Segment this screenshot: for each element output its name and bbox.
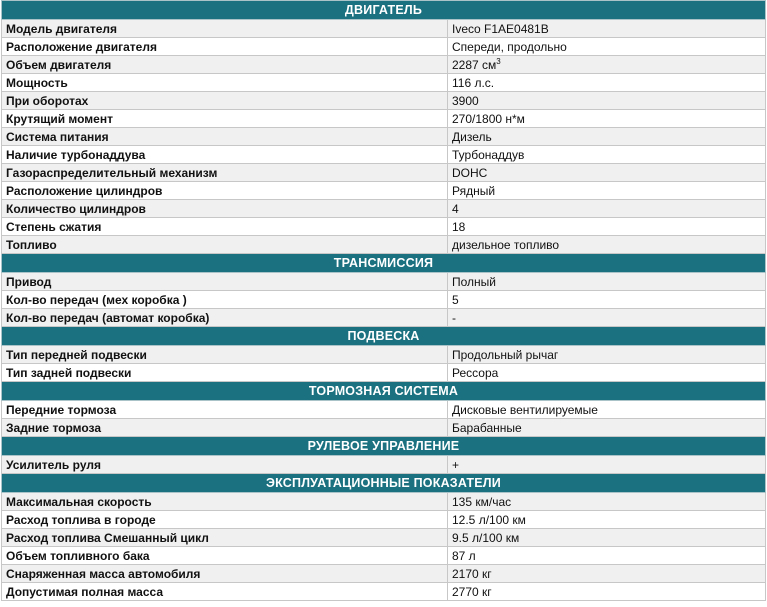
spec-value-text: 116 л.с. xyxy=(452,75,495,90)
section-header-row xyxy=(2,474,766,493)
spec-row xyxy=(2,456,766,474)
spec-value-text: Полный xyxy=(452,274,496,289)
spec-label: Допустимая полная масса xyxy=(2,583,448,601)
spec-value-text: дизельное топливо xyxy=(452,237,560,252)
spec-value xyxy=(448,128,766,146)
section-title: ДВИГАТЕЛЬ xyxy=(2,1,766,20)
spec-row xyxy=(2,20,766,38)
spec-value-text: 2170 кг xyxy=(452,566,492,581)
spec-value xyxy=(448,419,766,437)
section-header-row xyxy=(2,254,766,273)
spec-value xyxy=(448,529,766,547)
spec-value-text: 12.5 л/100 км xyxy=(452,512,526,527)
spec-label: Топливо xyxy=(2,236,448,254)
spec-value-text: 87 л xyxy=(452,548,476,563)
spec-row xyxy=(2,493,766,511)
spec-row xyxy=(2,273,766,291)
spec-table-body xyxy=(2,1,766,601)
spec-label: Модель двигателя xyxy=(2,20,448,38)
spec-label: Объем топливного бака xyxy=(2,547,448,565)
spec-label: Снаряженная масса автомобиля xyxy=(2,565,448,583)
spec-value xyxy=(448,92,766,110)
spec-row xyxy=(2,110,766,128)
spec-row xyxy=(2,364,766,382)
spec-value-text: 2770 кг xyxy=(452,584,492,599)
section-header-row xyxy=(2,382,766,401)
spec-value xyxy=(448,273,766,291)
spec-value-text: Продольный рычаг xyxy=(452,347,559,362)
spec-value-text: + xyxy=(452,457,460,472)
spec-row xyxy=(2,547,766,565)
spec-row xyxy=(2,291,766,309)
spec-value xyxy=(448,583,766,601)
spec-value xyxy=(448,346,766,364)
spec-value-text: 18 xyxy=(452,219,466,234)
spec-label: Привод xyxy=(2,273,448,291)
spec-row xyxy=(2,128,766,146)
spec-row xyxy=(2,346,766,364)
section-header-row xyxy=(2,327,766,346)
section-title: РУЛЕВОЕ УПРАВЛЕНИЕ xyxy=(2,437,766,456)
spec-value-text: Дисковые вентилируемые xyxy=(452,402,598,417)
spec-value xyxy=(448,511,766,529)
spec-value-text: Спереди, продольно xyxy=(452,39,567,54)
spec-value xyxy=(448,56,766,74)
spec-table xyxy=(1,0,766,601)
spec-value xyxy=(448,236,766,254)
section-title: ТРАНСМИССИЯ xyxy=(2,254,766,273)
spec-value xyxy=(448,218,766,236)
spec-value xyxy=(448,364,766,382)
spec-row xyxy=(2,218,766,236)
spec-label: При оборотах xyxy=(2,92,448,110)
spec-value-text: Рессора xyxy=(452,365,499,380)
spec-value xyxy=(448,565,766,583)
spec-value-text: 4 xyxy=(452,201,459,216)
spec-label: Степень сжатия xyxy=(2,218,448,236)
spec-label: Кол-во передач (мех коробка ) xyxy=(2,291,448,309)
spec-label: Расположение двигателя xyxy=(2,38,448,56)
spec-label: Максимальная скорость xyxy=(2,493,448,511)
spec-value-text: Рядный xyxy=(452,183,496,198)
spec-value-text: DOHC xyxy=(452,165,488,180)
spec-value xyxy=(448,164,766,182)
unit-superscript: 3 xyxy=(496,56,501,66)
spec-row xyxy=(2,309,766,327)
spec-row xyxy=(2,92,766,110)
spec-row xyxy=(2,182,766,200)
spec-value xyxy=(448,110,766,128)
spec-value-text: 270/1800 н*м xyxy=(452,111,525,126)
spec-value-text: Барабанные xyxy=(452,420,522,435)
spec-row xyxy=(2,529,766,547)
spec-value xyxy=(448,200,766,218)
spec-label: Наличие турбонаддува xyxy=(2,146,448,164)
spec-value-text: - xyxy=(452,310,456,325)
spec-row xyxy=(2,74,766,92)
spec-value xyxy=(448,547,766,565)
spec-value-text: 9.5 л/100 км xyxy=(452,530,520,545)
spec-label: Тип передней подвески xyxy=(2,346,448,364)
spec-row xyxy=(2,200,766,218)
spec-label: Количество цилиндров xyxy=(2,200,448,218)
spec-row xyxy=(2,164,766,182)
spec-label: Газораспределительный механизм xyxy=(2,164,448,182)
spec-label: Мощность xyxy=(2,74,448,92)
spec-value xyxy=(448,291,766,309)
spec-value-text: 3900 xyxy=(452,93,479,108)
spec-label: Объем двигателя xyxy=(2,56,448,74)
spec-value-text: Турбонаддув xyxy=(452,147,525,162)
spec-label: Усилитель руля xyxy=(2,456,448,474)
spec-value-text: 5 xyxy=(452,292,459,307)
spec-label: Кол-во передач (автомат коробка) xyxy=(2,309,448,327)
spec-value-text: 2287 см xyxy=(452,57,497,72)
section-header-row xyxy=(2,437,766,456)
spec-value xyxy=(448,20,766,38)
spec-value-text: Iveco F1AE0481B xyxy=(452,21,549,36)
spec-value xyxy=(448,182,766,200)
spec-row xyxy=(2,56,766,74)
section-title: ТОРМОЗНАЯ СИСТЕМА xyxy=(2,382,766,401)
spec-label: Расход топлива в городе xyxy=(2,511,448,529)
spec-label: Система питания xyxy=(2,128,448,146)
section-header-row xyxy=(2,1,766,20)
spec-label: Крутящий момент xyxy=(2,110,448,128)
spec-row xyxy=(2,583,766,601)
spec-value xyxy=(448,146,766,164)
spec-row xyxy=(2,38,766,56)
spec-row xyxy=(2,236,766,254)
spec-value xyxy=(448,74,766,92)
spec-value xyxy=(448,456,766,474)
spec-label: Задние тормоза xyxy=(2,419,448,437)
spec-row xyxy=(2,565,766,583)
spec-value xyxy=(448,38,766,56)
spec-label: Тип задней подвески xyxy=(2,364,448,382)
spec-row xyxy=(2,401,766,419)
spec-row xyxy=(2,146,766,164)
spec-value-text: Дизель xyxy=(452,129,492,144)
spec-row xyxy=(2,419,766,437)
section-title: ПОДВЕСКА xyxy=(2,327,766,346)
section-title: ЭКСПЛУАТАЦИОННЫЕ ПОКАЗАТЕЛИ xyxy=(2,474,766,493)
spec-value-text: 135 км/час xyxy=(452,494,512,509)
spec-value xyxy=(448,309,766,327)
spec-label: Передние тормоза xyxy=(2,401,448,419)
spec-value xyxy=(448,401,766,419)
spec-value xyxy=(448,493,766,511)
spec-label: Расположение цилиндров xyxy=(2,182,448,200)
spec-label: Расход топлива Смешанный цикл xyxy=(2,529,448,547)
spec-row xyxy=(2,511,766,529)
